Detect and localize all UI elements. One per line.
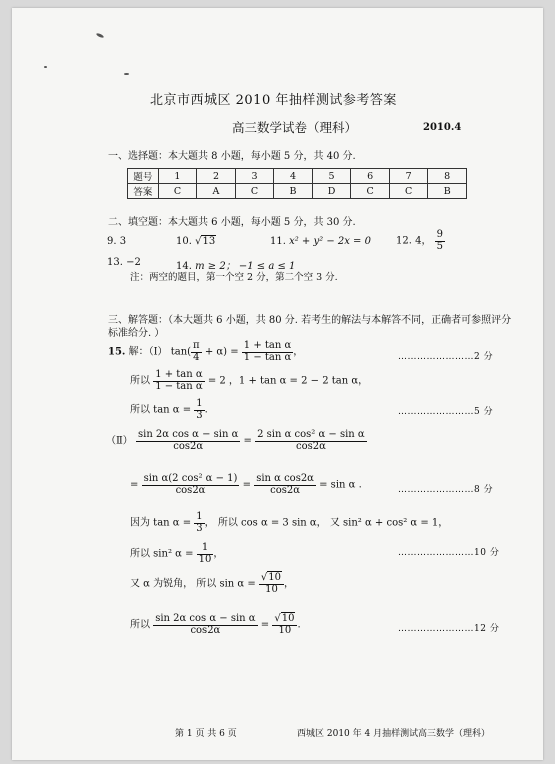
answer-q11 (270, 236, 371, 247)
answer-q9: 9. 3 (107, 236, 127, 247)
answer-table (127, 168, 467, 199)
section-2-heading: 二、填空题：本大题共 6 小题，每小题 5 分，共 30 分. (108, 217, 356, 228)
denominator: cos2α (295, 440, 326, 452)
fraction (255, 430, 367, 452)
fraction (272, 614, 297, 636)
math-text: . (204, 404, 208, 416)
numerator: sin α(2 cos² α − 1) (143, 473, 238, 484)
math-text: = (130, 479, 139, 491)
scan-speck (124, 73, 129, 75)
question-number: 14. (176, 261, 192, 272)
math-text: 所以 sin² α = (130, 548, 194, 560)
score-marker: ……………………5 分 (398, 407, 494, 417)
score-marker: ……………………12 分 (398, 624, 500, 634)
numerator: sin 2α cos α − sin α (155, 613, 256, 624)
answer-value: 4， (415, 235, 432, 247)
denominator: cos2α (173, 440, 204, 452)
score-marker: ……………………10 分 (398, 548, 500, 558)
table-cell: 题号 (128, 169, 159, 184)
answer-value: m ≥ 2； −1 ≤ a ≤ 1 (195, 261, 296, 272)
denominator: 1 − tan α (155, 380, 203, 392)
part-label: （Ⅱ） (106, 435, 133, 447)
fraction (191, 341, 202, 363)
fraction (142, 474, 240, 496)
solution-line-4 (106, 430, 367, 452)
fraction (153, 370, 204, 392)
table-cell: D (312, 184, 351, 199)
answer-value: 13 (202, 236, 216, 247)
table-cell: 8 (428, 169, 467, 184)
numerator: 1 (196, 398, 203, 409)
answer-value: x² + y² − 2x = 0 (289, 236, 371, 247)
table-cell: 1 (158, 169, 197, 184)
numerator: 1 + tan α (243, 340, 292, 351)
answer-q12 (396, 230, 445, 252)
math-text: 又 α 为锐角， 所以 sin α = (130, 578, 256, 590)
note: 注：两空的题目，第一个空 2 分，第二个空 3 分. (130, 272, 338, 283)
table-cell: C (235, 184, 274, 199)
numerator: sin 2α cos α − sin α (137, 429, 239, 440)
answer-q13: 13. −2 (107, 257, 141, 268)
solution-line-1 (108, 341, 303, 363)
sqrt-icon: √ (274, 613, 281, 624)
sqrt-value: 10 (268, 572, 282, 583)
math-text: ， (213, 548, 224, 560)
fraction (435, 230, 445, 252)
score-marker: ……………………2 分 (398, 352, 494, 362)
fraction (136, 430, 240, 452)
denominator: 4 (193, 351, 200, 363)
fraction (242, 341, 293, 363)
math-text: = (242, 479, 251, 491)
page-subtitle: 高三数学试卷（理科） (232, 120, 358, 135)
numerator: 1 (197, 543, 214, 555)
table-cell: B (428, 184, 467, 199)
fraction (254, 474, 316, 496)
math-text: = (260, 619, 270, 631)
math-text: 解：（Ⅰ） tan( (128, 346, 192, 358)
denominator: 5 (436, 240, 444, 252)
math-text: 因为 tan α = (130, 517, 192, 529)
math-text: 所以 tan α = (130, 404, 192, 416)
sqrt-icon: √ (195, 236, 202, 247)
exam-date: 2010.4 (423, 122, 462, 133)
question-number: 15. (108, 346, 126, 358)
math-text: = sin α . (319, 479, 362, 491)
math-text: ， 所以 cos α = 3 sin α， 又 sin² α + cos² α = 1， (204, 517, 449, 529)
math-text: ， (284, 578, 295, 590)
numerator: 9 (436, 229, 444, 240)
table-cell: C (351, 184, 390, 199)
fraction (259, 573, 284, 595)
footer-right: 高三数学（理科） (418, 729, 491, 739)
table-cell: C (158, 184, 197, 199)
section-3-heading-cont: 标准给分. ） (108, 328, 165, 339)
fraction (194, 399, 204, 421)
math-text: = (243, 435, 252, 447)
sqrt-value: 10 (281, 613, 295, 624)
denominator: cos2α (190, 624, 221, 636)
fraction (194, 512, 204, 534)
table-cell: A (197, 184, 236, 199)
page-title: 北京市西城区 2010 年抽样测试参考答案 (150, 93, 397, 108)
solution-line-9 (130, 614, 301, 636)
denominator: 10 (198, 553, 212, 565)
page-number: 第 1 页 共 6 页 (175, 729, 237, 739)
math-text: + α) = (204, 346, 239, 358)
denominator: 10 (265, 583, 278, 595)
table-cell: 3 (235, 169, 274, 184)
math-text: = 2 ，1 + tan α = 2 − 2 tan α， (207, 375, 369, 387)
denominator: 3 (196, 409, 203, 421)
score-marker: ……………………8 分 (398, 485, 494, 495)
table-cell: 6 (351, 169, 390, 184)
question-number: 10. (176, 236, 192, 247)
table-row (128, 184, 467, 199)
numerator (259, 573, 284, 585)
fraction (197, 543, 214, 565)
sqrt-icon: √ (260, 572, 268, 583)
question-number: 12. (396, 235, 412, 247)
fraction (153, 614, 257, 636)
denominator: cos2α (270, 484, 300, 496)
denominator: cos2α (175, 484, 206, 496)
math-text: ， (293, 346, 304, 358)
solution-line-6 (130, 512, 448, 534)
numerator: π (193, 340, 200, 351)
numerator: 1 (196, 511, 203, 522)
math-text: . (297, 619, 301, 631)
numerator: sin α cos2α (256, 473, 314, 484)
solution-line-2 (130, 370, 368, 392)
table-cell: 7 (389, 169, 428, 184)
scan-speck (44, 66, 47, 68)
solution-line-5 (130, 474, 362, 496)
section-3-heading: 三、解答题：（本大题共 6 小题，共 80 分. 若考生的解法与本解答不同，正确者可参照评分 (108, 315, 512, 326)
table-cell: B (274, 184, 313, 199)
table-row (128, 169, 467, 184)
numerator: 1 + tan α (155, 369, 203, 380)
footer-center: 西城区 2010 年 4 月抽样测试 (297, 729, 419, 739)
denominator: 3 (196, 522, 203, 534)
numerator: 2 sin α cos² α − sin α (257, 429, 365, 440)
table-cell: 5 (312, 169, 351, 184)
denominator: 1 − tan α (243, 351, 292, 363)
table-cell: 答案 (128, 184, 159, 199)
table-cell: C (389, 184, 428, 199)
math-text: 所以 (130, 375, 150, 387)
solution-line-3 (130, 399, 208, 421)
denominator: 10 (278, 624, 292, 636)
solution-line-8 (130, 573, 294, 595)
question-number: 11. (270, 236, 286, 247)
solution-line-7 (130, 543, 223, 565)
table-cell: 2 (197, 169, 236, 184)
answer-q10 (176, 236, 216, 247)
section-1-heading: 一、选择题：本大题共 8 小题，每小题 5 分，共 40 分. (108, 151, 356, 162)
numerator (272, 614, 297, 626)
math-text: 所以 (130, 619, 150, 631)
table-cell: 4 (274, 169, 313, 184)
